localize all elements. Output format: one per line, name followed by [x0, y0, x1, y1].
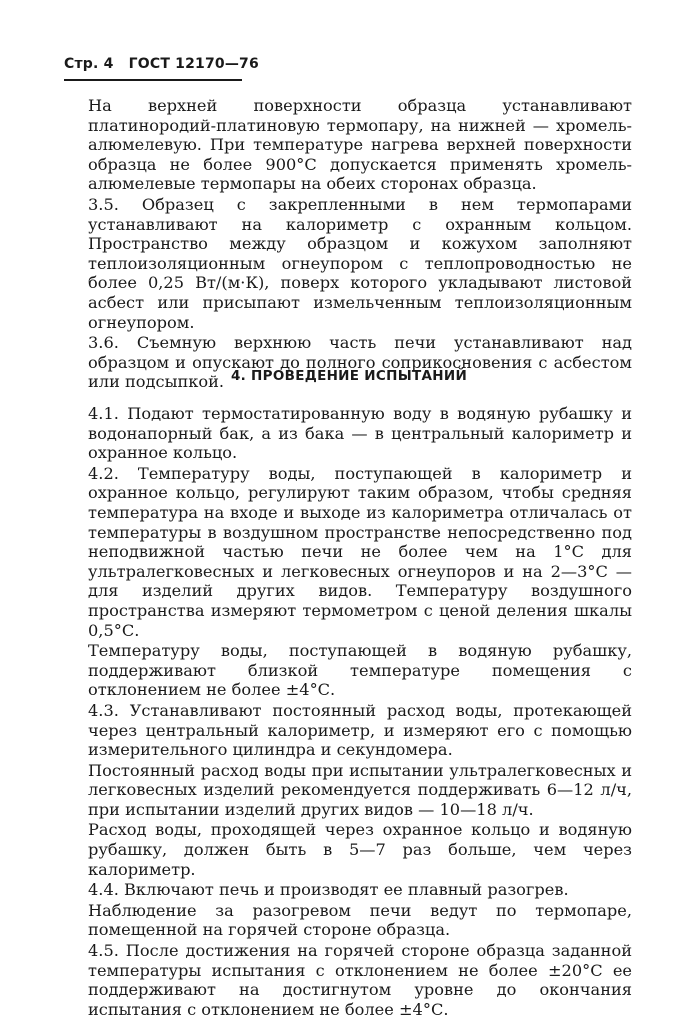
- paragraph-water-temp: Температуру воды, поступающей в водяную рубашку, поддерживают близкой температуре помещения с отклонением не более ±4°С.: [88, 641, 632, 700]
- paragraph-3-5: 3.5. Образец с закрепленными в нем термопарами устанавливают на калориметр с охранным кольцом. Пространство между образцом и кожухом заполняют теплоизоляционным огнеупором с теплопроводностью не более 0,25 Вт/(м·К), поверх которого укладывают листовой асбест или присыпают измельченным теплоизоляционным огнеупором.: [88, 194, 632, 332]
- paragraph-3-6: 3.6. Съемную верхнюю часть печи устанавливают над образцом и опускают до полного соприкосновения с асбестом или подсыпкой.: [88, 333, 632, 392]
- section-heading-wrap: [64, 368, 634, 388]
- page-header: [64, 56, 259, 72]
- paragraph-4-5: 4.5. После достижения на горячей стороне образца заданной температуры испытания с отклонением не более ±20°С ее поддерживают на достигнутом уровне до окончания испытания с отклонением не более ±4°С.: [88, 941, 632, 1019]
- section-title: 4. ПРОВЕДЕНИЕ ИСПЫТАНИЙ: [230, 368, 468, 384]
- paragraph-flow-rate: Постоянный расход воды при испытании ультралегковесных и легковесных изделий рекомендуется поддерживать 6—12 л/ч, при испытании изделий других видов — 10—18 л/ч.: [88, 760, 632, 819]
- paragraph-4-2: 4.2. Температуру воды, поступающей в калориметр и охранное кольцо, регулируют таким образом, чтобы средняя температура на входе и выходе из калориметра отличалась от температуры в воздушном пространстве непосредственно под неподвижной частью печи не более чем на 1°С для ультралегковесных и легковесных огнеупоров и на 2—3°С — для изделий других видов. Температуру воздушного пространства измеряют термометром с ценой деления шкалы 0,5°С.: [88, 463, 632, 640]
- paragraph-4-1: 4.1. Подают термостатированную воду в водяную рубашку и водонапорный бак, а из бака — в центральный калориметр и охранное кольцо.: [88, 404, 632, 463]
- paragraph-guard-ring-flow: Расход воды, проходящей через охранное кольцо и водяную рубашку, должен быть в 5—7 раз больше, чем через калориметр.: [88, 820, 632, 879]
- section-3-continuation: [88, 96, 632, 393]
- standard-number: ГОСТ 12170—76: [128, 56, 259, 72]
- paragraph-4-3: 4.3. Устанавливают постоянный расход воды, протекающей через центральный калориметр, и измеряют его с помощью измерительного цилиндра и секундомера.: [88, 700, 632, 760]
- paragraph-4-4: 4.4. Включают печь и производят ее плавный разогрев.: [88, 880, 569, 900]
- page-number: Стр. 4: [64, 56, 114, 72]
- section-4-body: [88, 404, 632, 1020]
- paragraph-heating-observation: Наблюдение за разогревом печи ведут по термопаре, помещенной на горячей стороне образца.: [88, 900, 632, 940]
- paragraph-thermocouples: На верхней поверхности образца устанавливают платинородий-платиновую термопару, на нижней — хромель-алюмелевую. При температуре нагрева верхней поверхности образца не более 900°С допускается применять хромель-алюмелевые термопары на обеих сторонах образца.: [88, 96, 632, 194]
- header-rule: [64, 79, 242, 81]
